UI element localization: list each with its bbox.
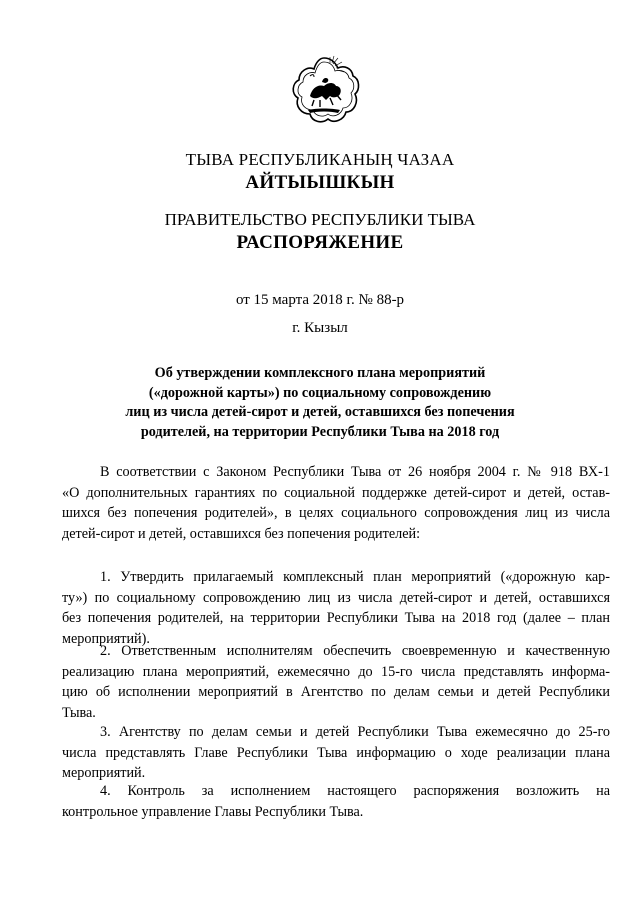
paragraph-preamble [62, 462, 610, 544]
text-line: детей-сирот и детей, оставшихся без попечения родителей: [62, 525, 421, 542]
subject-line: родителей, на территории Республики Тыва на 2018 год [140, 423, 500, 440]
text-line: 4. Контроль за исполнением настоящего распоряжения возложить на [100, 783, 610, 799]
document-subject [100, 364, 540, 442]
text-line: Тыва. [62, 704, 96, 721]
text-line: реализацию плана мероприятий, ежемесячно до 15-го числа представлять информа- [62, 663, 610, 680]
header-government: ПРАВИТЕЛЬСТВО РЕСПУБЛИКИ ТЫВА [164, 210, 476, 229]
header-republic-tyvan: ТЫВА РЕСПУБЛИКАНЫҢ ЧАЗАА [185, 150, 455, 169]
text-line: «О дополнительных гарантиях по социальной поддержке детей-сирот и детей, остав- [62, 484, 610, 501]
text-line: шихся без попечения родителей», в целях социального сопровождения лиц из числа [62, 505, 610, 522]
text-line: без попечения родителей, на территории Республики Тыва на 2018 год (далее – план [62, 610, 610, 627]
subject-line: («дорожной карты») по социальному сопровождению [148, 384, 492, 401]
paragraph-item-4 [62, 781, 610, 822]
document-date-number: от 15 марта 2018 г. № 88-р [235, 292, 405, 308]
text-line: ту») по социальному сопровождению лиц из числа детей-сирот и детей, оставшихся [62, 589, 610, 606]
header-doc-type: РАСПОРЯЖЕНИЕ [236, 232, 404, 253]
coat-of-arms-emblem [286, 52, 362, 128]
text-line: контрольное управление Главы Республики Тыва. [62, 803, 364, 820]
paragraph-item-1 [62, 567, 610, 649]
text-line: числа представлять Главе Республики Тыва информацию о ходе реализации плана [62, 744, 610, 761]
text-line: мероприятий. [62, 765, 146, 782]
text-line: 2. Ответственным исполнителям обеспечить своевременную и качественную [100, 643, 610, 659]
text-line: 1. Утвердить прилагаемый комплексный план мероприятий («дорожную кар- [100, 569, 610, 585]
text-line: мероприятий). [62, 630, 150, 647]
subject-line: Об утверждении комплексного плана мероприятий [154, 365, 486, 381]
paragraph-item-2 [62, 641, 610, 723]
paragraph-item-3 [62, 722, 610, 784]
text-line: В соответствии с Законом Республики Тыва от 26 ноября 2004 г. № 918 ВХ-1 [100, 464, 610, 480]
document-city: г. Кызыл [292, 320, 348, 336]
text-line: 3. Агентству по делам семьи и детей Республики Тыва ежемесячно до 25-го [100, 724, 610, 740]
subject-line: лиц из числа детей-сирот и детей, оставшихся без попечения [125, 404, 515, 420]
header-doc-type-tyvan: АЙТЫЫШКЫН [245, 172, 395, 193]
text-line: цию об исполнении мероприятий в Агентство по делам семьи и детей Республики [62, 684, 610, 701]
